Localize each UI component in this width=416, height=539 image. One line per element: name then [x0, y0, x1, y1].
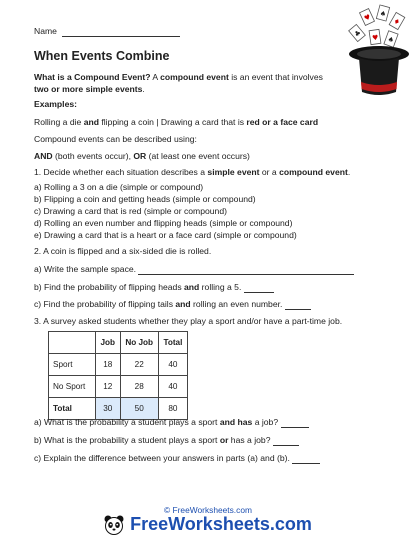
playing-card-icon	[384, 31, 398, 48]
q3c-text: c) Explain the difference between your answers in parts (a) and (b).	[34, 453, 290, 463]
q3a-text: a job?	[252, 417, 279, 427]
playing-card-icon	[389, 12, 405, 29]
intro-term: compound event	[160, 72, 229, 82]
q2c	[34, 299, 311, 310]
q1-text: .	[347, 167, 351, 177]
table-cell: 40	[158, 354, 187, 376]
q3-stem: 3. A survey asked students whether they play a sport and/or have a part-time job.	[34, 316, 343, 326]
intro-bold: two or more simple events	[34, 84, 143, 94]
q2c-text: c) Find the probability of flipping tails	[34, 299, 176, 309]
copyright-link[interactable]: © FreeWorksheets.com	[164, 505, 252, 515]
playing-card-icon	[369, 29, 381, 44]
playing-card-icon	[360, 9, 375, 26]
q2-stem: 2. A coin is flipped and a six-sided die is rolled.	[34, 246, 212, 256]
intro-question: What is a Compound Event?	[34, 72, 151, 82]
intro-text: A	[150, 72, 161, 82]
or-keyword: OR	[133, 151, 147, 161]
name-line	[34, 26, 180, 37]
q1-item: c) Drawing a card that is red (simple or compound)	[34, 206, 227, 216]
q1-bold: simple event	[207, 167, 260, 177]
q1-bold: compound event	[279, 167, 348, 177]
footer-brand[interactable]: FreeWorksheets.com	[130, 514, 312, 534]
q3a-bold: and has	[219, 417, 253, 427]
examples-line	[34, 117, 318, 128]
magic-hat-cards-illustration	[346, 4, 412, 100]
table-header-cell: Job	[96, 332, 121, 354]
table-cell: 30	[96, 398, 121, 420]
q3b-text: has a job?	[228, 435, 271, 445]
example-text: Rolling a die	[34, 117, 84, 127]
table-header-cell: No Job	[120, 332, 158, 354]
table-row	[49, 354, 188, 376]
table-header-cell	[49, 332, 96, 354]
example-text: flipping a coin | Drawing a card that is	[98, 117, 247, 127]
table-cell: 40	[158, 376, 187, 398]
q3a	[34, 417, 309, 428]
q2c-text: rolling an even number.	[190, 299, 283, 309]
and-desc: (both events occur),	[52, 151, 134, 161]
name-label: Name	[34, 26, 57, 36]
q1-text: 1. Decide whether each situation describes a	[34, 167, 208, 177]
q2b-text: b) Find the probability of flipping heads	[34, 282, 185, 292]
q1-text: or a	[259, 167, 280, 177]
q2b	[34, 282, 274, 293]
name-input[interactable]	[62, 27, 180, 37]
or-desc: (at least one event occurs)	[146, 151, 250, 161]
example-bold: and	[83, 117, 99, 127]
row-label: No Sport	[49, 376, 96, 398]
table-cell: 28	[120, 376, 158, 398]
table-cell: 80	[158, 398, 187, 420]
table-row	[49, 376, 188, 398]
panda-logo-icon	[104, 515, 124, 535]
q1-item: e) Drawing a card that is a heart or a face card (simple or compound)	[34, 230, 297, 240]
q2a-text: a) Write the sample space.	[34, 264, 137, 274]
q1-item: d) Rolling an even number and flipping heads (simple or compound)	[34, 218, 293, 228]
q3c	[34, 453, 320, 464]
intro-line-2	[34, 84, 145, 95]
svg-text:♠: ♠	[378, 9, 387, 19]
q1-stem	[34, 167, 350, 178]
q3b-bold: or	[219, 435, 229, 445]
and-or-line	[34, 151, 250, 162]
table-cell: 18	[96, 354, 121, 376]
playing-card-icon	[376, 5, 389, 21]
answer-blank[interactable]	[273, 436, 299, 446]
hat-opening	[357, 49, 401, 59]
table-cell: 50	[120, 398, 158, 420]
example-bold: red or a face card	[246, 117, 319, 127]
table-cell: 12	[96, 376, 121, 398]
svg-text:♦: ♦	[391, 16, 402, 27]
row-label: Sport	[49, 354, 96, 376]
intro-line-1	[34, 72, 323, 83]
answer-blank[interactable]	[292, 454, 320, 464]
answer-blank[interactable]	[281, 418, 309, 428]
q3b	[34, 435, 299, 446]
and-keyword: AND	[34, 151, 53, 161]
described-line: Compound events can be described using:	[34, 134, 197, 144]
row-label: Total	[49, 398, 96, 420]
svg-text:♣: ♣	[352, 28, 363, 39]
q2b-bold: and	[184, 282, 200, 292]
q1-item: a) Rolling a 3 on a die (simple or compound)	[34, 182, 204, 192]
table-header-row	[49, 332, 188, 354]
intro-end: .	[142, 84, 145, 94]
q2b-text: rolling a 5.	[199, 282, 242, 292]
answer-blank[interactable]	[138, 265, 354, 275]
intro-text: is an event that involves	[228, 72, 323, 82]
table-cell: 22	[120, 354, 158, 376]
svg-text:♠: ♠	[386, 35, 396, 45]
playing-card-icon	[349, 24, 366, 41]
q2a	[34, 264, 354, 275]
svg-text:♥: ♥	[363, 12, 373, 23]
svg-text:♥: ♥	[371, 33, 379, 43]
answer-blank[interactable]	[285, 300, 311, 310]
contingency-table	[48, 331, 188, 420]
worksheet-title: When Events Combine	[34, 49, 170, 63]
answer-blank[interactable]	[244, 283, 274, 293]
q3a-text: a) What is the probability a student plays a sport	[34, 417, 220, 427]
table-header-cell: Total	[158, 332, 187, 354]
q2c-bold: and	[175, 299, 191, 309]
q1-item: b) Flipping a coin and getting heads (simple or compound)	[34, 194, 256, 204]
examples-heading: Examples:	[34, 99, 77, 109]
q3b-text: b) What is the probability a student plays a sport	[34, 435, 220, 445]
footer-brand-bar	[0, 514, 416, 535]
